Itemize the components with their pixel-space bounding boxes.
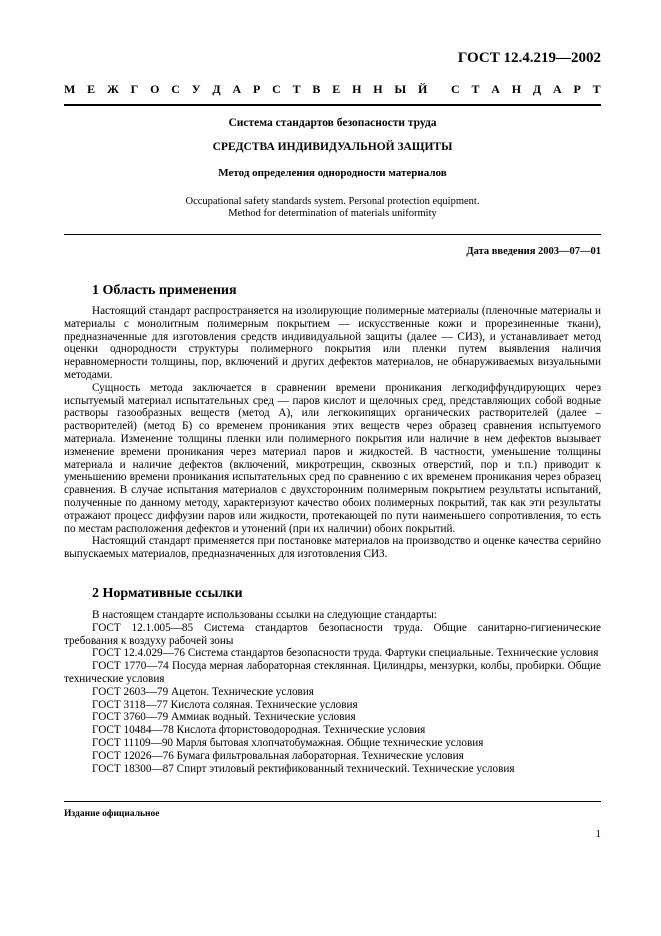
heading-letter: А	[232, 82, 242, 96]
reference-item: ГОСТ 12.4.029—76 Система стандартов безопасности труда. Фартуки специальные. Технические условия	[92, 647, 599, 660]
gost-number: ГОСТ 12.4.219—2002	[457, 50, 601, 66]
reference-item: ГОСТ 12026—76 Бумага фильтровальная лабораторная. Технические условия	[92, 749, 464, 762]
heading-letter: Ж	[106, 82, 119, 96]
system-title: Система стандартов безопасности труда	[228, 117, 437, 129]
heading-letter: Т	[471, 82, 480, 96]
heading-letter: Д	[212, 82, 221, 96]
heading-letter: А	[552, 82, 562, 96]
references-intro: В настоящем стандарте использованы ссылки на следующие стандарты:	[92, 609, 437, 621]
footer-divider	[64, 801, 601, 802]
heading-letter: Е	[87, 82, 96, 96]
reference-item: ГОСТ 11109—90 Марля бытовая хлопчатобумажная. Общие технические условия	[92, 736, 484, 749]
english-title-line: Method for determination of materials uniformity	[228, 208, 437, 219]
reference-item: ГОСТ 3118—77 Кислота соляная. Технические условия	[92, 698, 358, 711]
section-2-body	[64, 609, 601, 775]
heading-letter: Е	[332, 82, 341, 96]
english-title	[64, 196, 601, 220]
heading-letter: Р	[252, 82, 261, 96]
heading-letter: Н	[373, 82, 383, 96]
heading-letter: Т	[292, 82, 301, 96]
standard-type-heading	[64, 82, 601, 97]
heading-letter: С	[450, 82, 460, 96]
heading-letter: М	[64, 82, 76, 96]
edition-label: Издание официальное	[64, 809, 160, 819]
heading-letter: Г	[130, 82, 139, 96]
page-number: 1	[595, 828, 601, 840]
reference-item: ГОСТ 1770—74 Посуда мерная лабораторная стеклянная. Цилиндры, мензурки, колбы, пробирки. Общие технические условия	[64, 660, 601, 685]
main-title: СРЕДСТВА ИНДИВИДУАЛЬНОЙ ЗАЩИТЫ	[212, 141, 453, 153]
reference-item: ГОСТ 2603—79 Ацетон. Технические условия	[92, 685, 314, 698]
heading-letter: У	[191, 82, 201, 96]
paragraph: Сущность метода заключается в сравнении времени проникания легкодиффундирующих через испытуемый материал испытательных сред — паров кислот и щелочных сред, представляющих собой водные растворы газообразных веществ (метод А), или легкокипящих органических растворителей (далее – растворителей) (метод Б) со временем проникания этих веществ через образец сравнения испытуемого материала. Изменение толщины пленки или полимерного покрытия или наличие в нем дефектов вызывает изменение времени проникания через материал паров и жидкостей. В частности, уменьшение толщины материала и наличие дефектов (включений, микротрещин, сквозных отверстий, пор и т.п.) приводит к уменьшению времени проникания испытательных сред по сравнению с их временем проникания через образец сравнения. В случае испытания материалов с двухсторонним полимерным покрытием результаты испытаний, полученные по данному методу, характеризуют качество обоих полимерных покрытий, так как эти результаты отражают процесс диффузии паров или жидкости, протекающей по пути наименьшего сопротивления, то есть по местам расположения дефектов и утонений (при их наличии) обоих покрытий.	[64, 381, 601, 535]
title-divider	[64, 234, 601, 235]
reference-item: ГОСТ 12.1.005—85 Система стандартов безопасности труда. Общие санитарно-гигиенические требования к воздуху рабочей зоны	[64, 621, 601, 647]
introduction-date: Дата введения 2003—07—01	[466, 246, 601, 257]
section-1-heading: 1 Область применения	[92, 283, 237, 298]
heading-letter: С	[272, 82, 281, 96]
heading-letter: Т	[592, 82, 601, 96]
heading-letter: Ы	[394, 82, 407, 96]
section-2-heading: 2 Нормативные ссылки	[92, 586, 243, 601]
english-title-line: Occupational safety standards system. Personal protection equipment.	[185, 196, 480, 207]
paragraph: Настоящий стандарт распространяется на изолирующие полимерные материалы (пленочные материалы и материалы с монолитным полимерным покрытием — искусственные кожи и прорезиненные ткани), предназначенные для изготовления средств индивидуальной защиты (далее — СИЗ), и устанавливает метод оценки однородности структуры полимерного покрытия или пленки путем выявления наличия неравномерности толщины, пор, включений и других дефектов материалов, не обнаруживаемых визуальными методами.	[64, 305, 601, 381]
heading-letter: Д	[532, 82, 542, 96]
heading-letter: В	[312, 82, 321, 96]
heading-letter: Р	[573, 82, 581, 96]
section-1-body	[64, 305, 601, 561]
heading-letter: О	[150, 82, 160, 96]
heading-letter: Н	[511, 82, 522, 96]
method-title: Метод определения однородности материалов	[218, 167, 447, 179]
paragraph: Настоящий стандарт применяется при постановке материалов на производство и оценке качества серийно выпускаемых материалов, предназначенных для изготовления СИЗ.	[64, 535, 601, 561]
reference-item: ГОСТ 18300—87 Спирт этиловый ректификованный технический. Технические условия	[92, 762, 515, 775]
heading-letter: Й	[417, 82, 428, 96]
reference-item: ГОСТ 10484—78 Кислота фтористоводородная. Технические условия	[92, 724, 426, 737]
reference-item: ГОСТ 3760—79 Аммиак водный. Технические условия	[92, 711, 356, 724]
heading-letter: А	[491, 82, 500, 96]
heading-letter: Н	[352, 82, 362, 96]
heading-letter: С	[171, 82, 180, 96]
header-divider	[64, 104, 601, 106]
